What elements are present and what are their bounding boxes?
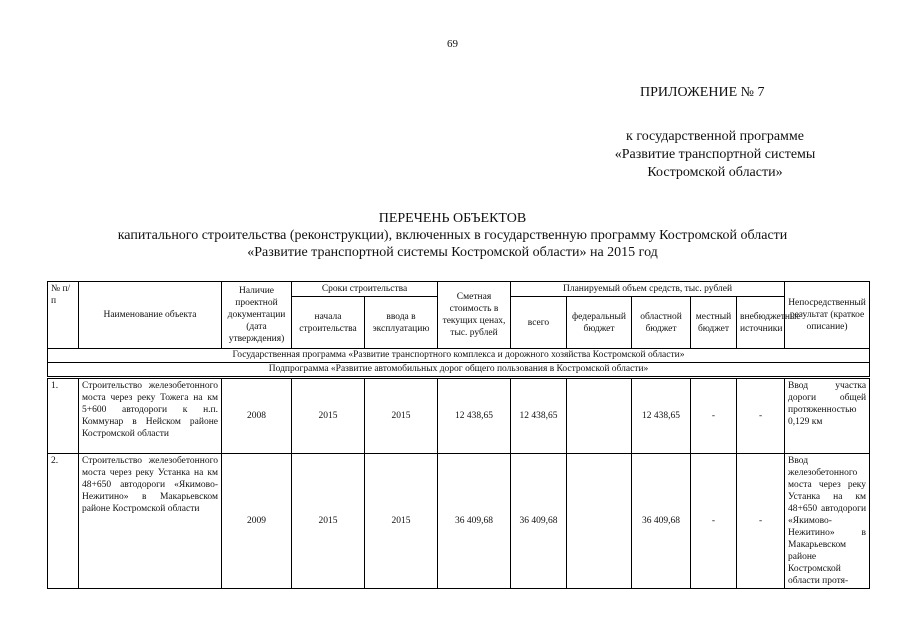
title-line: ПЕРЕЧЕНЬ ОБЪЕКТОВ [378,211,527,226]
program-row [48,349,870,363]
row-commission: 2015 [365,378,438,454]
col-offbudget-header: внебюджетные источники [737,297,785,349]
title-line: «Развитие транспортной системы Костромской области» на 2015 год [247,245,658,260]
row-result: Ввод железобетонного моста через реку Устанка на км 48+650 автодороги «Якимово-Нежитино» в Макарьевском районе Костромской области протя- [785,454,870,589]
row-start: 2015 [292,378,365,454]
col-doc-header: Наличие проектной документации (дата утверждения) [222,282,292,349]
row-regional: 36 409,68 [632,454,691,589]
table-row [48,378,870,454]
row-start: 2015 [292,454,365,589]
col-commission-header: ввода в эксплуатацию [365,297,438,349]
row-doc: 2009 [222,454,292,589]
col-name-header: Наименование объекта [79,282,222,349]
appendix-line: Костромской области» [647,165,783,180]
row-offbudget: - [737,454,785,589]
row-total: 12 438,65 [511,378,567,454]
col-federal-header: федеральный бюджет [567,297,632,349]
terms-group-header: Сроки строительства [292,282,438,297]
document-title [0,210,905,261]
funds-group-header: Планируемый объем средств, тыс. рублей [511,282,785,297]
row-commission: 2015 [365,454,438,589]
page-number: 69 [447,38,458,50]
appendix-line: к государственной программе [626,129,804,144]
row-regional: 12 438,65 [632,378,691,454]
row-result: Ввод участка дороги общей протяженностью 0,129 км [785,378,870,454]
row-num: 2. [48,454,79,589]
table-row [48,454,870,589]
row-name: Строительство железобетонного моста через реку Тожега на км 5+600 автодороги к н.п. Коммунар в Нейском районе Костромской области [79,378,222,454]
row-local: - [691,454,737,589]
row-cost: 12 438,65 [438,378,511,454]
col-result-header: Непосредственный результат (краткое описание) [785,282,870,349]
row-num: 1. [48,378,79,454]
row-name: Строительство железобетонного моста через реку Устанка на км 48+650 автодороги «Якимово-Нежитино» в Макарьевском районе Костромской области [79,454,222,589]
row-federal [567,454,632,589]
col-total-header: всего [511,297,567,349]
row-total: 36 409,68 [511,454,567,589]
appendix-line: «Развитие транспортной системы [614,147,816,162]
row-doc: 2008 [222,378,292,454]
col-start-header: начала строительства [292,297,365,349]
col-local-header: местный бюджет [691,297,737,349]
appendix-title: ПРИЛОЖЕНИЕ № 7 [640,85,765,100]
subprogram-label: Подпрограмма «Развитие автомобильных дорог общего пользования в Костромской области» [48,363,870,378]
program-label: Государственная программа «Развитие транспортного комплекса и дорожного хозяйства Костромской области» [48,349,870,363]
objects-table [47,281,870,589]
row-federal [567,378,632,454]
title-line: капитального строительства (реконструкции), включенных в государственную программу Костромской области [117,228,788,243]
col-num-header: № п/п [48,282,79,349]
row-cost: 36 409,68 [438,454,511,589]
row-offbudget: - [737,378,785,454]
col-regional-header: областной бюджет [632,297,691,349]
header-row [48,282,870,297]
row-local: - [691,378,737,454]
appendix-subtitle [570,128,860,182]
subprogram-row [48,363,870,378]
col-cost-header: Сметная стоимость в текущих ценах, тыс. рублей [438,282,511,349]
